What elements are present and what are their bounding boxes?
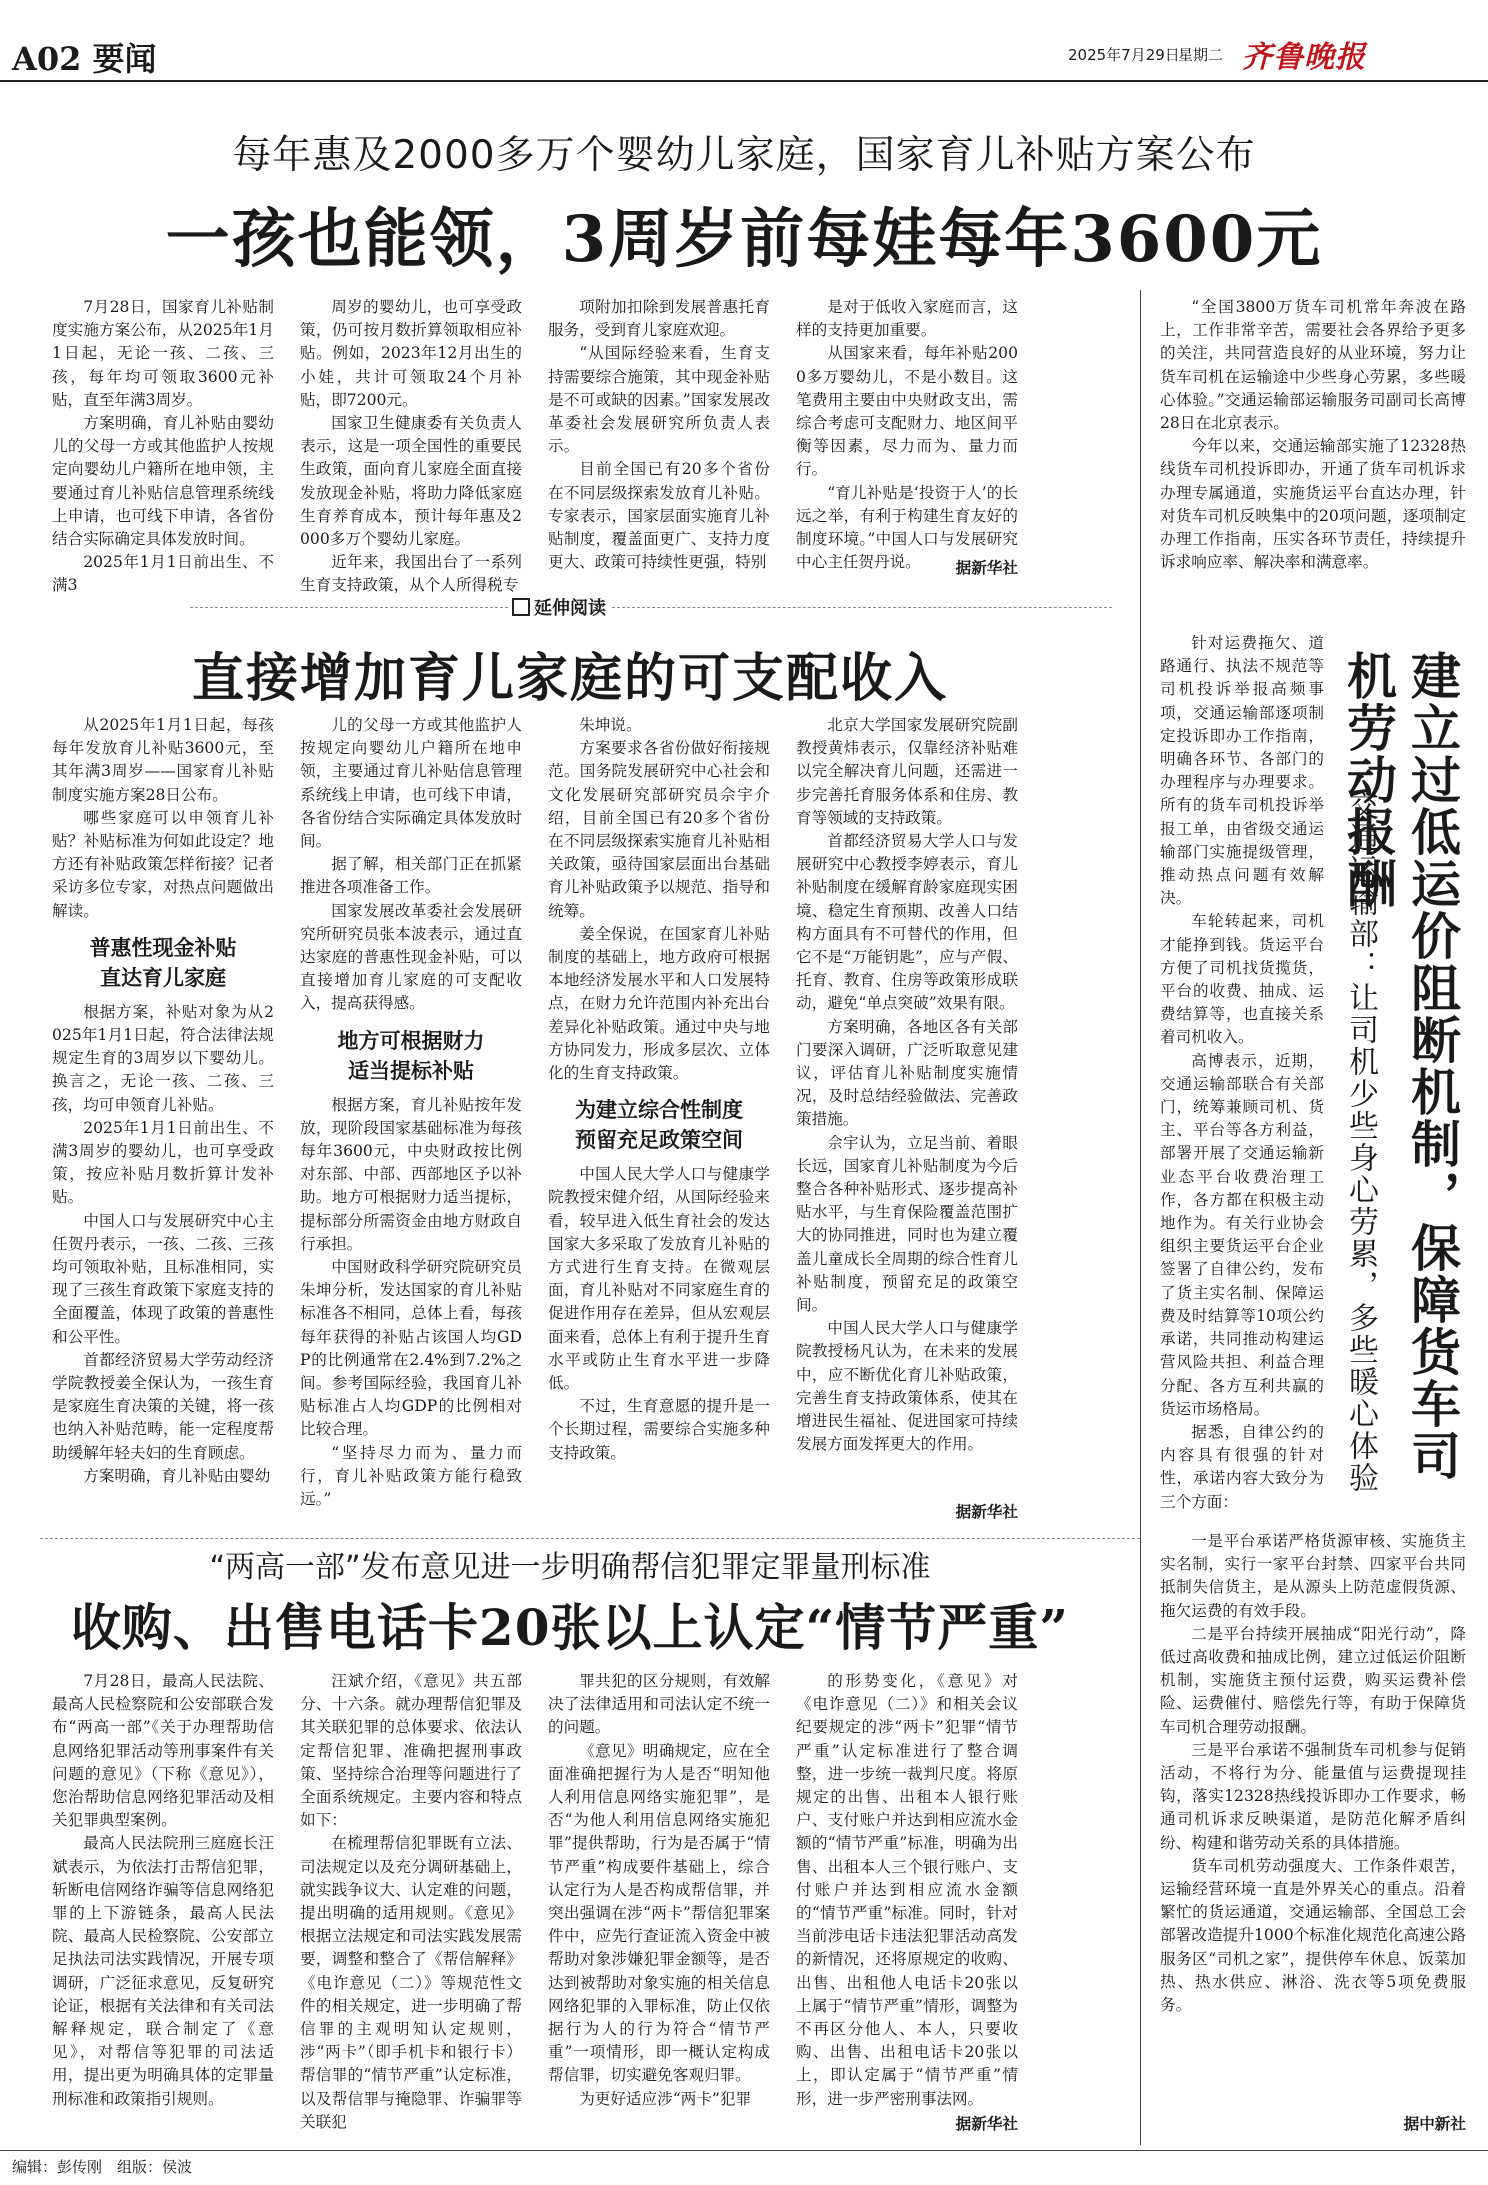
issue-weekday: 星期二 bbox=[1178, 46, 1224, 64]
story2-signature: 据新华社 bbox=[955, 1503, 1018, 1521]
article-paragraph: 北京大学国家发展研究院副教授黄炜表示，仅靠经济补贴难以完全解决育儿问题，还需进一步完善托育服务体系和住房、教育等领域的支持政策。 bbox=[796, 716, 1018, 827]
article-paragraph: 据悉，自律公约的内容具有很强的针对性，承诺内容大致分为三个方面： bbox=[1160, 1422, 1324, 1511]
article-paragraph: 7月28日，最高人民法院、最高人民检察院和公安部联合发布“两高一部”《关于办理帮助信息网络犯罪活动等刑事案件有关问题的意见》（下称《意见》），您治帮助信息网络犯罪活动及相关犯罪典型案例。 bbox=[52, 1672, 274, 1830]
article-paragraph: 在梳理帮信犯罪既有立法、司法规定以及充分调研基础上，就实践争议大、认定难的问题，提出明确的适用规则。《意见》根据立法规定和司法实践发展需要，调整和整合了《帮信解释》《电诈意见（二）》等规范性文件的相关规定，进一步明确了帮信罪的主观明知认定规则，涉“两卡”（即手机卡和银行卡）帮信罪的“情节严重”认定标准，以及帮信罪与掩隐罪、诈骗罪等关联犯 bbox=[300, 1834, 522, 2131]
story2-subhead-3: 为建立综合性制度 预留充足政策空间 bbox=[575, 1098, 743, 1153]
article-paragraph: 中国人民大学人口与健康学院教授宋健介绍，从国际经验来看，较早进入低生育社会的发达国家大多采取了发放育儿补贴的方式进行生育支持。在微观层面，育儿补贴对不同家庭生育的促进作用存在差异，但从宏观层面来看，总体上有利于提升生育水平或防止生育水平进一步降低。 bbox=[548, 1165, 770, 1393]
article-paragraph: 汪斌介绍，《意见》共五部分、十六条。就办理帮信犯罪及其关联犯罪的总体要求、依法认定帮信犯罪、准确把握刑事政策、坚持综合治理等问题进行了全面系统规定。主要内容和特点如下： bbox=[300, 1672, 522, 1830]
article-paragraph: 姜全保说，在国家育儿补贴制度的基础上，地方政府可根据本地经济发展水平和人口发展特点，在财力允许范围内补充出台差异化补贴政策。通过中央与地方协同发力，形成多层次、立体化的生育支持政策。 bbox=[548, 924, 770, 1083]
article-paragraph: 不过，生育意愿的提升是一个长期过程，需要综合实施多种支持政策。 bbox=[548, 1397, 770, 1462]
story2-tag-label: 延伸阅读 bbox=[534, 598, 606, 619]
paper-logo: 齐鲁晚报 bbox=[1242, 40, 1366, 75]
story1-headline: 一孩也能领，3周岁前每娃每年3600元 bbox=[165, 202, 1323, 277]
article-paragraph: 方案明确，育儿补贴由婴幼 bbox=[83, 1466, 271, 1485]
story2-divider-right bbox=[612, 607, 1112, 608]
article-paragraph: 货车司机劳动强度大、工作条件艰苦，运输经营环境一直是外界关心的重点。沿着繁忙的货运通道，交通运输部、全国总工会部署改造提升1000个标准化规范化高速公路服务区“司机之家”，提供停车休息、饭菜加热、热水供应、淋浴、洗衣等5项免费服务。 bbox=[1160, 1856, 1466, 2015]
story3-headline: 收购、出售电话卡20张以上认定“情节严重” bbox=[70, 1598, 1070, 1657]
story1-signature: 据新华社 bbox=[955, 559, 1018, 577]
footer-credits: 编辑：彭传刚 组版：侯波 bbox=[12, 2158, 193, 2176]
story2-divider-left bbox=[190, 607, 508, 608]
article-paragraph: 2025年1月1日前出生、不满3 bbox=[52, 553, 274, 595]
article-paragraph: 今年以来，交通运输部实施了12328热线货车司机投诉即办，开通了货车司机诉求办理专属通道，实施货运平台直达办理，针对货车司机反映集中的20项问题，逐项制定办理工作指南，压实各环节责任，持续提升诉求响应率、解决率和满意率。 bbox=[1160, 437, 1466, 572]
article-paragraph: 儿的父母一方或其他监护人按规定向婴幼儿户籍所在地申领，主要通过育儿补贴信息管理系统线上申请，也可线下申请，各省份结合实际确定具体发放时间。 bbox=[300, 716, 522, 851]
article-paragraph: 据了解，相关部门正在抓紧推进各项准备工作。 bbox=[300, 855, 522, 897]
article-paragraph: 罪共犯的区分规则，有效解决了法律适用和司法认定不统一的问题。 bbox=[548, 1672, 770, 1737]
article-paragraph: 2025年1月1日前出生、不满3周岁的婴幼儿，也可享受政策，按应补贴月数折算计发补贴。 bbox=[52, 1118, 274, 1207]
story4-signature: 据中新社 bbox=[1403, 2115, 1466, 2133]
story3-signature: 据新华社 bbox=[955, 2115, 1018, 2133]
story4-col-top bbox=[1160, 296, 1466, 626]
article-paragraph: 为更好适应涉“两卡”犯罪 bbox=[579, 2089, 752, 2108]
story4-col-mid bbox=[1160, 632, 1324, 1528]
story2-col3 bbox=[548, 714, 770, 1526]
article-paragraph: 首都经济贸易大学劳动经济学院教授姜全保认为，一孩生育是家庭生育决策的关键，将一孩也纳入补贴范畴，能一定程度帮助缓解年轻夫妇的生育顾虑。 bbox=[52, 1350, 274, 1462]
article-paragraph: 首都经济贸易大学人口与发展研究中心教授李婷表示，育儿补贴制度在缓解育龄家庭现实困境、稳定生育预期、改善人口结构方面具有不可替代的作用，但它不是“万能钥匙”，应与产假、托育、教育、住房等政策形成联动，避免“单点突破”效果有限。 bbox=[796, 832, 1018, 1013]
story2-headline: 直接增加育儿家庭的可支配收入 bbox=[191, 648, 948, 709]
article-paragraph: “坚持尽力而为、量力而行，育儿补贴政策方能行稳致远。” bbox=[300, 1443, 522, 1509]
story1-col1 bbox=[52, 296, 274, 595]
article-paragraph: 方案要求各省份做好衔接规范。国务院发展研究中心社会和文化发展研究部研究员佘宇介绍，目前全国已有20多个省份在不同层级探索实施育儿补贴相关政策，亟待国家层面出台基础育儿补贴政策予以规范、指导和统筹。 bbox=[548, 739, 770, 920]
article-paragraph: 最高人民法院刑三庭庭长汪斌表示，为依法打击帮信犯罪，斩断电信网络诈骗等信息网络犯罪的上下游链条，最高人民法院、最高人民检察院、公安部立足执法司法实践情况，开展专项调研，广泛征求意见，反复研究论证，根据有关法律和有关司法解释规定，联合制定了《意见》，对帮信等犯罪的司法适用，提出更为明确具体的定罪量刑标准和政策指引规则。 bbox=[52, 1834, 274, 2108]
story3-col4 bbox=[796, 1670, 1018, 2110]
story1-col2 bbox=[300, 296, 522, 595]
article-paragraph: 目前全国已有20多个省份在不同层级探索发放育儿补贴。专家表示，国家层面实施育儿补贴制度，覆盖面更广、支持力度更大、政策可持续性更强，特别 bbox=[548, 460, 770, 572]
article-paragraph: 二是平台持续开展抽成“阳光行动”，降低过高收费和抽成比例，建立过低运价阻断机制，实施货主预付运费，购买运费补偿险、运费催付、赔偿先行等，有助于保障货车司机合理劳动报酬。 bbox=[1160, 1624, 1466, 1736]
article-paragraph: 周岁的婴幼儿，也可享受政策，仍可按月数折算领取相应补贴。例如，2023年12月出生的小娃，共计可领取24个月补贴，即7200元。 bbox=[300, 298, 522, 409]
issue-date: 2025年7月29日 bbox=[1068, 46, 1180, 64]
footer-rule bbox=[0, 2150, 1488, 2151]
story1-kicker: 每年惠及2000多万个婴幼儿家庭，国家育儿补贴方案公布 bbox=[232, 133, 1256, 178]
story1-col3 bbox=[548, 296, 770, 578]
article-paragraph: 的形势变化，《意见》对《电诈意见（二）》和相关会议纪要规定的涉“两卡”犯罪“情节严重”认定标准进行了整合调整，进一步统一裁判尺度。将原规定的出售、出租本人银行账户、支付账户并达到相应流水金额的“情节严重”标准，明确为出售、出租本人三个银行账户、支付账户并达到相应流水金额的“情节严重”标准。同时，针对当前涉电话卡违法犯罪活动高发的新情况，还将原规定的收购、出售、出租他人电话卡20张以上属于“情节严重”情形，调整为不再区分他人、本人，只要收购、出售、出租电话卡20张以上，即认定属于“情节严重”情形，进一步严密刑事法网。 bbox=[796, 1672, 1018, 2108]
article-paragraph: 国家卫生健康委有关负责人表示，这是一项全国性的重要民生政策，面向育儿家庭全面直接发放现金补贴，将助力降低家庭生育养育成本，预计每年惠及2000多万个婴幼儿家庭。 bbox=[300, 414, 522, 549]
article-paragraph: 从国家来看，每年补贴2000多万婴幼儿，不是小数目。这笔费用主要由中央财政支出，需综合考虑可支配财力、地区间平衡等因素，尽力而为、量力而行。 bbox=[796, 344, 1018, 479]
article-paragraph: 近年来，我国出台了一系列生育支持政策，从个人所得税专 bbox=[300, 553, 522, 595]
article-paragraph: 根据方案，育儿补贴按年发放，现阶段国家基础标准为每孩每年3600元，中央财政按比例对东部、中部、西部地区予以补助。地方可根据财力适当提标，提标部分所需资金由地方财政自行承担。 bbox=[300, 1095, 522, 1253]
column-separator bbox=[1140, 290, 1141, 2145]
story2-col4 bbox=[796, 714, 1018, 1500]
article-paragraph: “从国际经验来看，生育支持需要综合施策，其中现金补贴是不可或缺的因素。”国家发展改革委社会发展研究所负责人表示。 bbox=[548, 344, 770, 456]
article-paragraph: 国家发展改革委社会发展研究所研究员张本波表示，通过直达家庭的普惠性现金补贴，可以直接增加育儿家庭的可支配收入，提高获得感。 bbox=[300, 901, 522, 1013]
story3-divider bbox=[40, 1538, 1140, 1539]
article-paragraph: “全国3800万货车司机常年奔波在路上，工作非常辛苦，需要社会各界给予更多的关注，共同营造良好的从业环境，努力让货车司机在运输途中少些身心劳累，多些暖心体验。”交通运输部运输服务司副司长高博28日在北京表示。 bbox=[1160, 298, 1466, 433]
story3-col1 bbox=[52, 1670, 274, 2130]
article-paragraph: 项附加扣除到发展普惠托育服务，受到育儿家庭欢迎。 bbox=[548, 298, 770, 340]
story2-tag bbox=[512, 594, 606, 620]
header-rule bbox=[0, 80, 1488, 82]
article-paragraph: 从2025年1月1日起，每孩每年发放育儿补贴3600元，至其年满3周岁——国家育儿补贴制度实施方案28日公布。 bbox=[52, 716, 274, 804]
story2-col2 bbox=[300, 714, 522, 1526]
article-paragraph: 中国人民大学人口与健康学院教授杨凡认为，在未来的发展中，应不断优化育儿补贴政策，完善生育支持政策体系，使其在增进民生福祉、促进国家可持续发展方面发挥更大的作用。 bbox=[796, 1319, 1018, 1454]
article-paragraph: 车轮转起来，司机才能挣到钱。货运平台方便了司机找货揽货，平台的收费、抽成、运费结算等，也直接关系着司机收入。 bbox=[1160, 912, 1324, 1047]
article-paragraph: “育儿补贴是‘投资于人’的长远之举，有利于构建生育友好的制度环境。”中国人口与发展研究中心主任贺丹说。 bbox=[796, 483, 1018, 572]
story4-col-bot bbox=[1160, 1530, 1466, 2108]
extended-reading-icon bbox=[512, 598, 530, 616]
article-paragraph: 根据方案，补贴对象为从2025年1月1日起，符合法律法规规定生育的3周岁以下婴幼儿。换言之，无论一孩、二孩、三孩，均可申领育儿补贴。 bbox=[52, 1002, 274, 1114]
article-paragraph: 是对于低收入家庭而言，这样的支持更加重要。 bbox=[796, 298, 1018, 340]
article-paragraph: 中国人口与发展研究中心主任贺丹表示，一孩、二孩、三孩均可领取补贴，且标准相同，实现了三孩生育政策下家庭支持的全面覆盖，体现了政策的普惠性和公平性。 bbox=[52, 1211, 274, 1346]
story3-kicker: “两高一部”发布意见进一步明确帮信犯罪定罪量刑标准 bbox=[209, 1550, 931, 1585]
article-paragraph: 高博表示，近期，交通运输部联合有关部门，统筹兼顾司机、货主、平台等各方利益，部署开展了交通运输新业态平台收费治理工作，各方都在积极主动地作为。有关行业协会组织主要货运平台企业签署了自律公约，发布了货主实名制、保障运费及时结算等10项公约承诺，共同推动构建运营风险共担、利益合理分配、各方互利共赢的货运市场格局。 bbox=[1160, 1051, 1324, 1418]
story3-col2 bbox=[300, 1670, 522, 2130]
story4-headline: 建立过低运价阻断机制，保障货车司机劳动报酬 bbox=[1339, 650, 1462, 1482]
article-paragraph: 7月28日，国家育儿补贴制度实施方案公布，从2025年1月1日起，无论一孩、二孩、三孩，每年均可领取3600元补贴，直至年满3周岁。 bbox=[52, 298, 274, 409]
article-paragraph: 一是平台承诺严格货源审核、实施货主实名制，实行一家平台封禁、四家平台共同抵制失信货主，是从源头上防范虚假货源、拖欠运费的有效手段。 bbox=[1160, 1532, 1466, 1620]
article-paragraph: 《意见》明确规定，应在全面准确把握行为人是否“明知他人利用信息网络实施犯罪”，是否“为他人利用信息网络实施犯罪”提供帮助，行为是否属于“情节严重”构成要件基础上，综合认定行为人是否构成帮信罪，并突出强调在涉“两卡”帮信犯罪案件中，应先行查证流入资金中被帮助对象涉嫌犯罪金额等，是否达到被帮助对象实施的相关信息网络犯罪的入罪标准，防止仅依据行为人的行为符合“情节严重”一项情形，即一概认定构成帮信罪，切实避免客观归罪。 bbox=[548, 1741, 770, 2085]
article-paragraph: 方案明确，各地区各有关部门要深入调研，广泛听取意见建议，评估育儿补贴制度实施情况，及时总结经验做法、完善政策措施。 bbox=[796, 1017, 1018, 1129]
article-paragraph: 中国财政科学研究院研究员朱坤分析，发达国家的育儿补贴标准各不相同，总体上看，每孩每年获得的补贴占该国人均GDP的比例通常在2.4%到7.2%之间。参考国际经验，我国育儿补贴标准占人均GDP的比例相对比较合理。 bbox=[300, 1258, 522, 1439]
article-paragraph: 方案明确，育儿补贴由婴幼儿的父母一方或其他监护人按规定向婴幼儿户籍所在地申领，主要通过育儿补贴信息管理系统线上申请，也可线下申请，各省份结合实际确定具体发放时间。 bbox=[52, 414, 274, 549]
article-paragraph: 佘宇认为，立足当前、着眼长远，国家育儿补贴制度为今后整合各种补贴形式、逐步提高补贴水平，与生育保险覆盖范围扩大的协同推进，同时也为建立覆盖儿童成长全周期的综合性育儿补贴制度，预留充足的政策空间。 bbox=[796, 1133, 1018, 1315]
story2-subhead-2: 地方可根据财力 适当提标补贴 bbox=[337, 1028, 485, 1083]
page-label: A02 要闻 bbox=[12, 40, 157, 78]
story4-subtitle: 交通运输部：让司机少些身心劳累，多些暖心体验 bbox=[1343, 790, 1378, 1494]
article-paragraph: 三是平台承诺不强制货车司机参与促销活动，不将行为分、能量值与运费提现挂钩，落实12328热线投诉即办工作要求，畅通司机诉求反映渠道，是防范化解矛盾纠纷、构建和谐劳动关系的具体措施。 bbox=[1160, 1740, 1466, 1852]
article-paragraph: 针对运费拖欠、道路通行、执法不规范等司机投诉举报高频事项，交通运输部逐项制定投诉即办工作指南，明确各环节、各部门的办理程序与办理要求。所有的货车司机投诉举报工单，由省级交通运输部门实施提级管理，推动热点问题有效解决。 bbox=[1160, 634, 1324, 908]
article-paragraph: 哪些家庭可以申领育儿补贴？补贴标准为何如此设定？地方还有补贴政策怎样衔接？记者采访多位专家，对热点问题做出解读。 bbox=[52, 808, 274, 920]
article-paragraph: 朱坤说。 bbox=[579, 716, 642, 734]
story2-col1 bbox=[52, 714, 274, 1526]
story2-subhead-1: 普惠性现金补贴 直达育儿家庭 bbox=[89, 935, 237, 990]
story3-col3 bbox=[548, 1670, 770, 2130]
